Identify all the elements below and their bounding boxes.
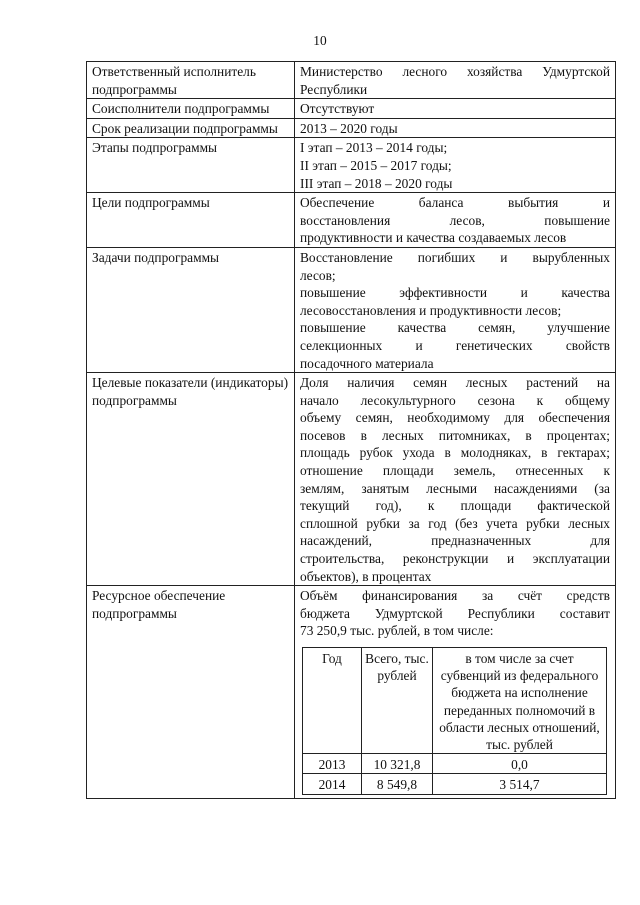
value-line: насаждений, предназначенных для [300, 533, 610, 549]
table-row [87, 99, 616, 119]
value-line: посадочного материала [300, 355, 434, 371]
table-row [87, 193, 616, 248]
row-label: Соисполнители подпрограммы [87, 99, 295, 119]
value-line: селекционных и генетических свойств [300, 337, 610, 353]
row-label: Ресурсное обеспечение подпрограммы [87, 586, 295, 798]
row-value [295, 62, 616, 99]
table-row [87, 118, 616, 138]
row-value [295, 193, 616, 248]
row-value [295, 373, 616, 586]
row-value [295, 586, 616, 798]
cell-total: 8 549,8 [362, 774, 433, 794]
value-line: объектов), в процентах [300, 568, 432, 584]
row-value [295, 118, 616, 138]
cell-year: 2013 [303, 754, 362, 774]
funding-row [303, 754, 607, 774]
cell-total: 10 321,8 [362, 754, 433, 774]
value-line: начало лесокультурного сезона к общему [300, 392, 610, 408]
page-number: 10 [313, 33, 327, 48]
cell-subvention: 3 514,7 [433, 774, 607, 794]
value-line: Восстановление погибших и вырубленных [300, 249, 610, 265]
funding-row [303, 774, 607, 794]
value-line: Министерство лесного хозяйства Удмуртской [300, 64, 610, 79]
row-label: Этапы подпрограммы [87, 138, 295, 193]
header-subvention: в том числе за счет субвенций из федерального бюджета на исполнение переданных полномочий в области лесных отношений, тыс. рублей [433, 648, 607, 754]
table-row [87, 138, 616, 193]
cell-subvention: 0,0 [433, 754, 607, 774]
funding-table [302, 647, 607, 795]
value-line: 73 250,9 тыс. рублей, в том числе: [300, 623, 494, 639]
value-line: отношение площади земель, отнесенных к [300, 463, 610, 479]
header-total: Всего, тыс. рублей [362, 648, 433, 754]
value-line: лесовосстановления и продуктивности лесов; [300, 302, 562, 318]
value-line: I этап – 2013 – 2014 годы; [300, 140, 448, 156]
value-line: восстановления лесов, повышение [300, 212, 610, 228]
value-line: текущий год), к площади фактической [300, 498, 610, 514]
table-row [87, 586, 616, 798]
value-line: продуктивности и качества создаваемых лесов [300, 230, 567, 246]
value-line: Республики [300, 81, 368, 97]
row-value [295, 99, 616, 119]
value-line: 2013 – 2020 годы [300, 120, 398, 136]
value-line: бюджета Удмуртской Республики составит [300, 605, 610, 621]
value-line: строительства, реконструкции и эксплуатации [300, 551, 610, 567]
value-line: III этап – 2018 – 2020 годы [300, 175, 453, 191]
subprogram-passport-table [86, 61, 616, 799]
value-line: Обеспечение баланса выбытия и [300, 195, 610, 211]
value-line: посевов в лесных питомниках, в процентах; [300, 427, 610, 443]
value-line: лесов; [300, 267, 336, 283]
value-line: повышение эффективности и качества [300, 285, 610, 301]
row-label: Ответственный исполнитель подпрограммы [87, 62, 295, 99]
value-line: повышение качества семян, улучшение [300, 320, 610, 336]
value-line: Отсутствуют [300, 101, 375, 117]
table-row [87, 373, 616, 586]
table-row [87, 247, 616, 372]
value-line: Доля наличия семян лесных растений на [300, 375, 610, 391]
header-year: Год [303, 648, 362, 754]
row-label: Целевые показатели (индикаторы) подпрограммы [87, 373, 295, 586]
value-line: II этап – 2015 – 2017 годы; [300, 157, 452, 173]
value-line: Объём финансирования за счёт средств [300, 588, 610, 604]
row-value [295, 247, 616, 372]
value-line: площадь рубок ухода в молодняках, в гектарах; [300, 445, 610, 461]
row-label: Цели подпрограммы [87, 193, 295, 248]
funding-header-row [303, 648, 607, 754]
cell-year: 2014 [303, 774, 362, 794]
table-row [87, 62, 616, 99]
value-line: объему семян, необходимому для обеспечения [300, 410, 610, 426]
value-line: сплошной рубки за год (без учета рубки лесных [300, 515, 610, 531]
value-line: землям, занятым лесными насаждениями (за [300, 480, 610, 496]
row-label: Задачи подпрограммы [87, 247, 295, 372]
row-value [295, 138, 616, 193]
row-label: Срок реализации подпрограммы [87, 118, 295, 138]
